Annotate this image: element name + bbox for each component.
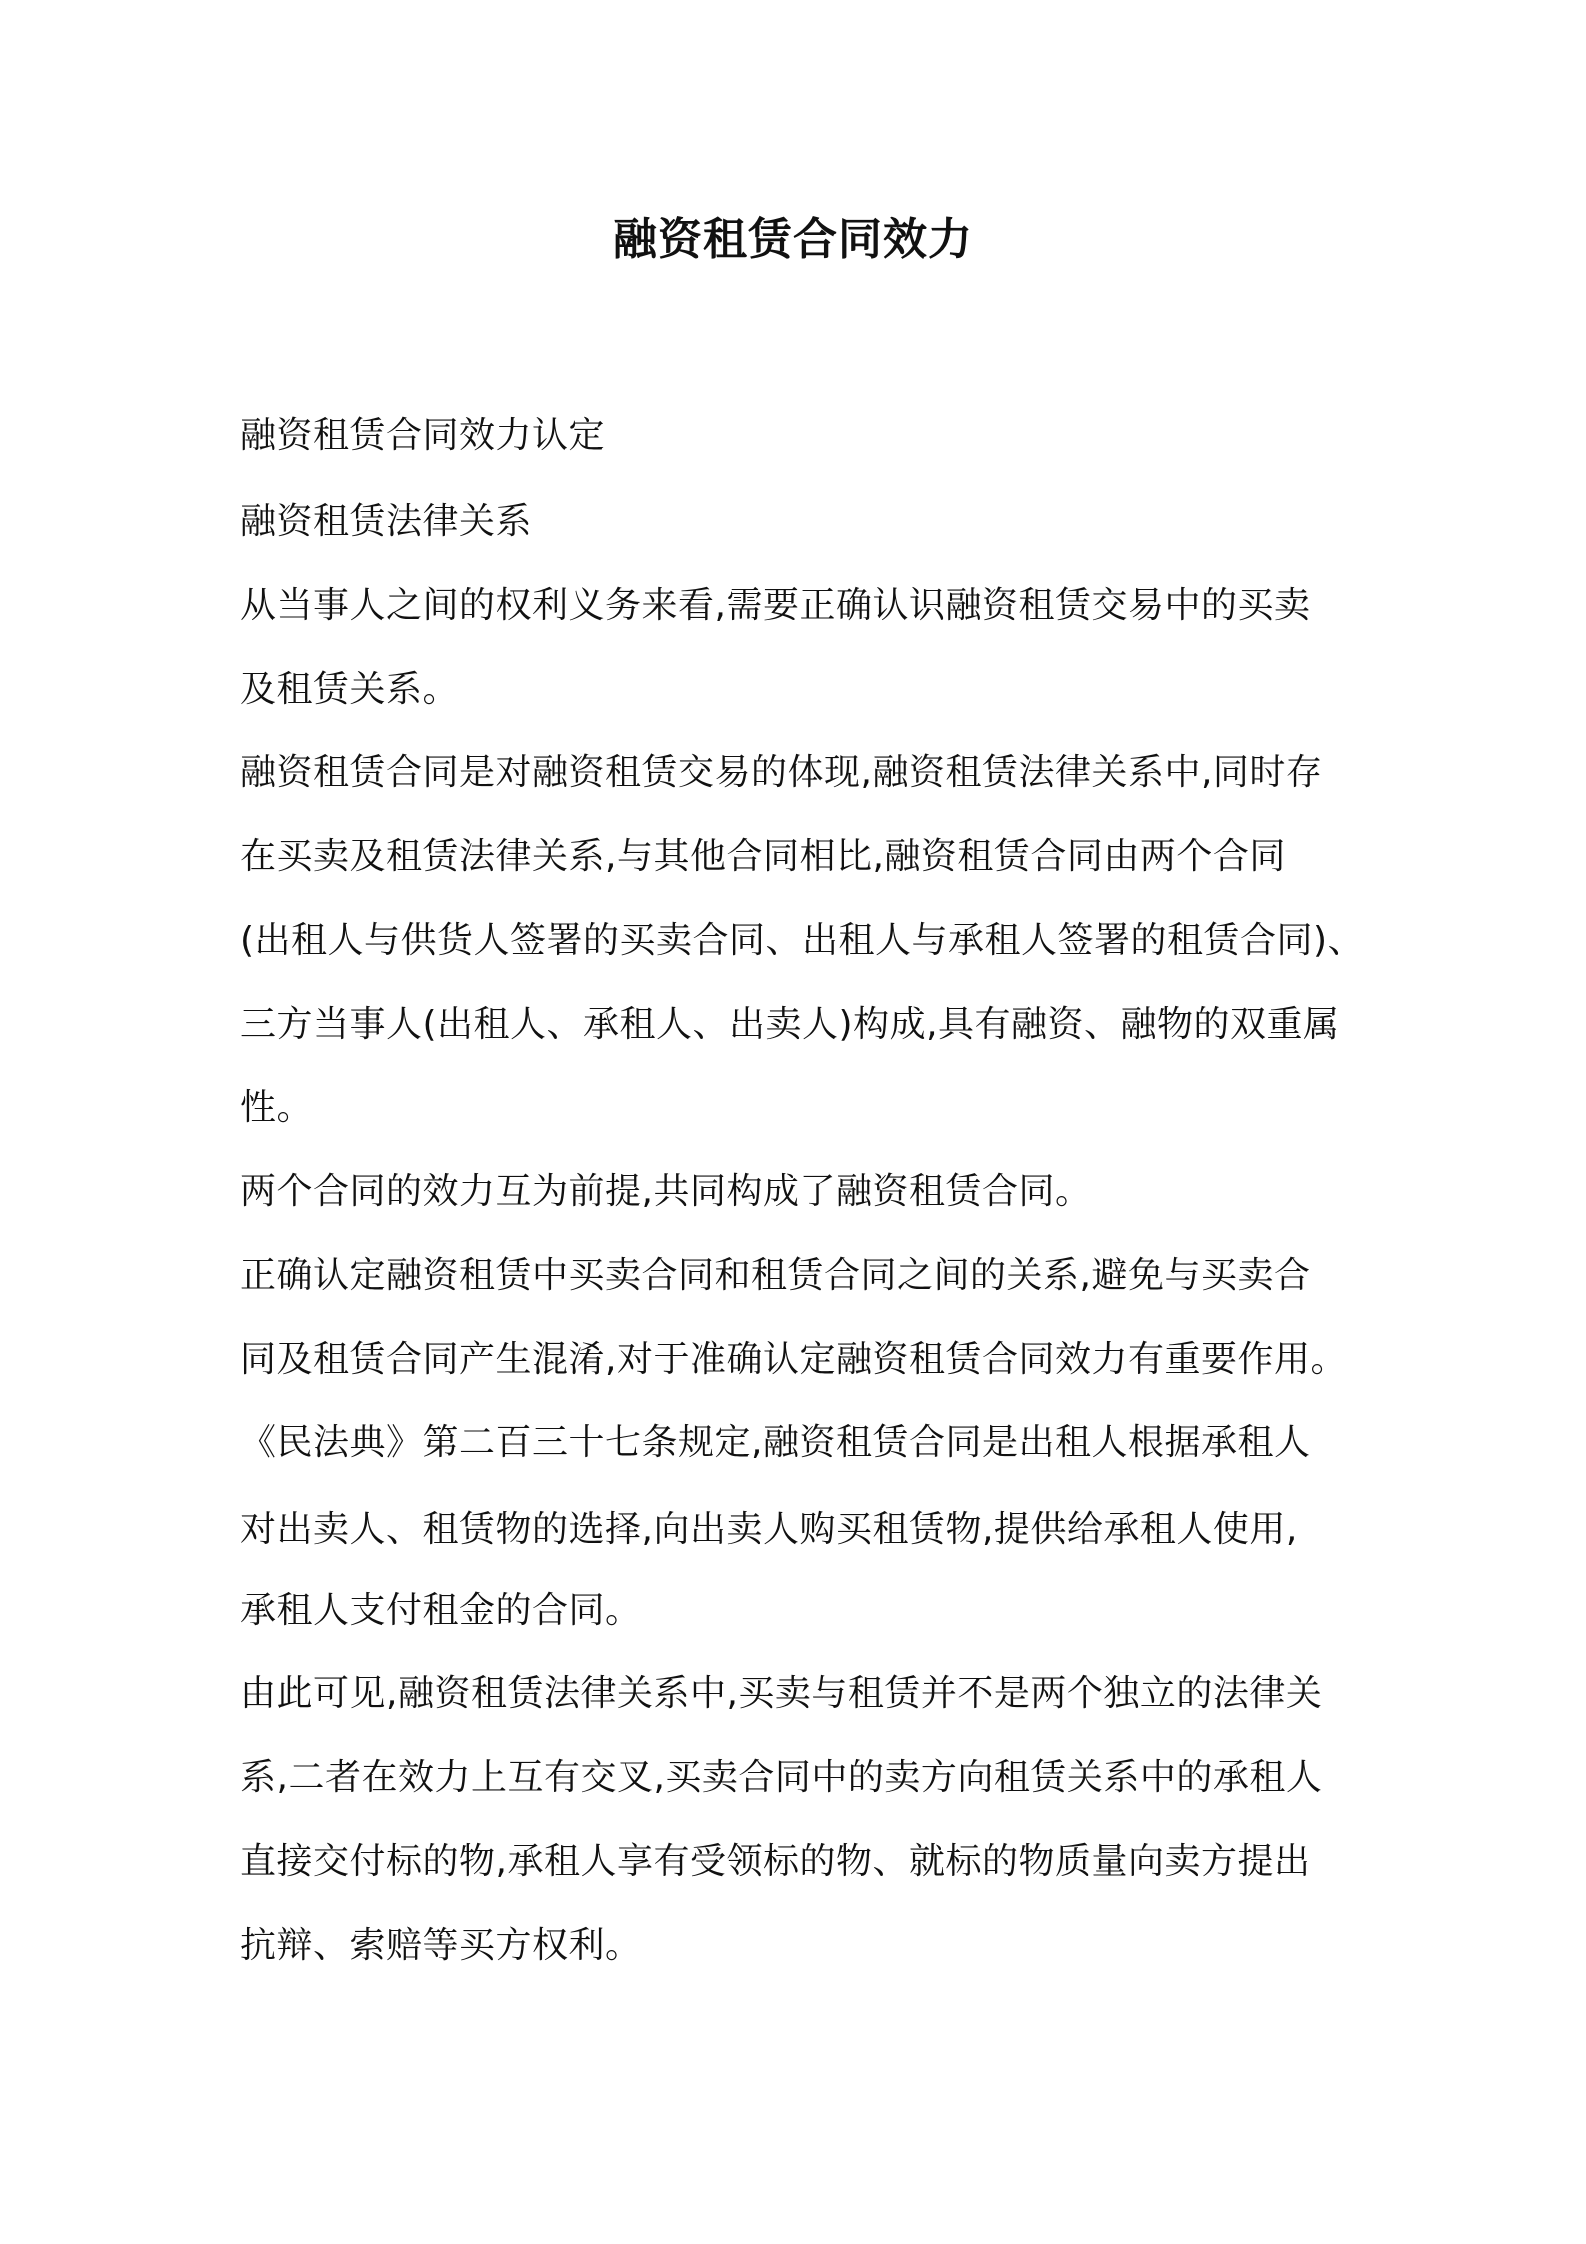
paragraph-line: 融资租赁合同是对融资租赁交易的体现,融资租赁法律关系中,同时存 [240, 752, 1323, 793]
paragraph-line: 直接交付标的物,承租人享有受领标的物、就标的物质量向卖方提出 [240, 1841, 1311, 1882]
paragraph-line: 系,二者在效力上互有交叉,买卖合同中的卖方向租赁关系中的承租人 [240, 1757, 1323, 1798]
document-title: 融资租赁合同效力 [613, 214, 973, 265]
paragraph-line: 对出卖人、租赁物的选择,向出卖人购买租赁物,提供给承租人使用, [240, 1509, 1298, 1550]
paragraph-line: 由此可见,融资租赁法律关系中,买卖与租赁并不是两个独立的法律关 [240, 1673, 1323, 1714]
paragraph-line: 承租人支付租金的合同。 [240, 1590, 642, 1631]
paragraph-line: 在买卖及租赁法律关系,与其他合同相比,融资租赁合同由两个合同 [240, 836, 1286, 877]
section-heading: 融资租赁法律关系 [240, 501, 533, 542]
paragraph-line: 正确认定融资租赁中买卖合同和租赁合同之间的关系,避免与买卖合 [240, 1255, 1311, 1296]
paragraph-line: 抗辩、索赔等买方权利。 [240, 1925, 642, 1966]
paragraph-line: 《民法典》第二百三十七条规定,融资租赁合同是出租人根据承租人 [240, 1422, 1311, 1463]
section-heading: 融资租赁合同效力认定 [240, 415, 606, 456]
paragraph-line: (出租人与供货人签署的买卖合同、出租人与承租人签署的租赁合同)、 [240, 920, 1365, 961]
paragraph-line: 三方当事人(出租人、承租人、出卖人)构成,具有融资、融物的双重属 [240, 1004, 1340, 1045]
paragraph-line: 从当事人之间的权利义务来看,需要正确认识融资租赁交易中的买卖 [240, 585, 1311, 626]
paragraph-line: 同及租赁合同产生混淆,对于准确认定融资租赁合同效力有重要作用。 [240, 1339, 1347, 1380]
paragraph-line: 及租赁关系。 [240, 669, 460, 710]
paragraph-line: 两个合同的效力互为前提,共同构成了融资租赁合同。 [240, 1171, 1092, 1212]
paragraph-line: 性。 [240, 1087, 314, 1128]
